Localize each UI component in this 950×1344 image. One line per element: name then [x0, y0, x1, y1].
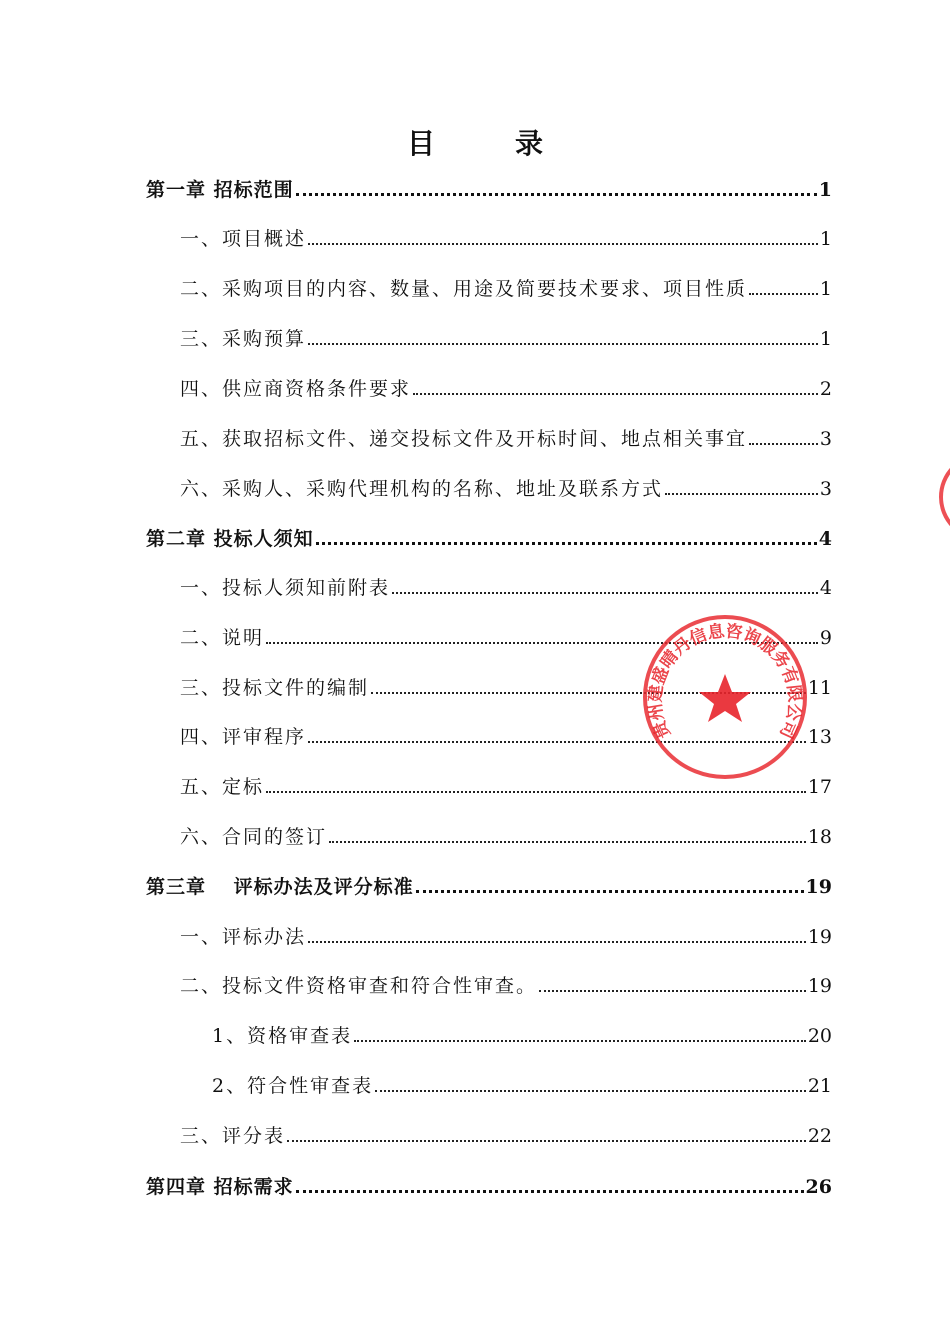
partial-seal-edge [938, 452, 950, 542]
seal-text: 贵州建盛晴丹信息咨询服务有限公司 [645, 621, 805, 742]
toc-entry-page: 18 [807, 826, 832, 848]
toc-entry[interactable] [212, 1071, 832, 1101]
toc-entry-page: 3 [819, 478, 832, 500]
toc-entry-page: 1 [819, 228, 832, 250]
toc-entry[interactable] [146, 175, 832, 205]
toc-entry-label: 四、供应商资格条件要求 [180, 378, 412, 400]
toc-entry-label: 五、定标 [180, 776, 265, 798]
toc-entry[interactable] [180, 324, 832, 354]
toc-leader [749, 443, 818, 445]
toc-entry-label: 第三章 评标办法及评分标准 [146, 876, 414, 898]
toc-entry[interactable] [180, 224, 832, 254]
toc-leader [375, 1090, 806, 1092]
toc-entry-page: 26 [805, 1176, 832, 1198]
toc-entry-label: 五、获取招标文件、递交投标文件及开标时间、地点相关事宜 [180, 428, 748, 450]
toc-entry[interactable] [180, 971, 832, 1001]
toc-entry[interactable] [146, 872, 832, 902]
page-title: 目 录 [406, 127, 569, 160]
toc-entry-page: 3 [819, 428, 832, 450]
toc-leader [316, 542, 817, 545]
toc-entry-label: 二、采购项目的内容、数量、用途及简要技术要求、项目性质 [180, 278, 748, 300]
toc-entry-label: 六、采购人、采购代理机构的名称、地址及联系方式 [180, 478, 664, 500]
company-seal [640, 612, 810, 782]
toc-leader [308, 243, 818, 245]
toc-leader [354, 1040, 806, 1042]
toc-entry[interactable] [180, 474, 832, 504]
toc-entry-label: 三、评分表 [180, 1125, 286, 1147]
toc-entry[interactable] [180, 822, 832, 852]
toc-leader [308, 343, 818, 345]
toc-entry-page: 21 [807, 1075, 832, 1097]
toc-entry[interactable] [146, 524, 832, 554]
toc-entry-label: 四、评审程序 [180, 726, 307, 748]
toc-entry-page: 19 [805, 876, 832, 898]
toc-leader [329, 841, 806, 843]
toc-entry-page: 4 [818, 528, 832, 550]
toc-entry-label: 第二章 投标人须知 [146, 528, 314, 550]
toc-entry-page: 1 [818, 179, 832, 201]
toc-leader [749, 293, 818, 295]
toc-entry-page: 1 [819, 278, 832, 300]
toc-entry[interactable] [180, 424, 832, 454]
toc-leader [296, 1190, 804, 1193]
toc-entry-page: 13 [807, 726, 832, 748]
toc-leader [287, 1140, 806, 1142]
toc-entry-page: 1 [819, 328, 832, 350]
toc-entry[interactable] [180, 573, 832, 603]
toc-entry-label: 一、评标办法 [180, 926, 307, 948]
toc-entry-label: 二、说明 [180, 627, 265, 649]
toc-entry[interactable] [180, 374, 832, 404]
toc-entry[interactable] [146, 1172, 832, 1202]
toc-entry-page: 11 [807, 677, 832, 699]
toc-entry-page: 9 [819, 627, 832, 649]
toc-leader [266, 791, 806, 793]
toc-leader [416, 890, 804, 893]
toc-entry-label: 第一章 招标范围 [146, 179, 294, 201]
toc-entry-page: 20 [807, 1025, 832, 1047]
toc-entry-label: 1、资格审查表 [212, 1025, 353, 1047]
toc-entry-page: 4 [819, 577, 832, 599]
toc-entry[interactable] [180, 1121, 832, 1151]
toc-entry[interactable] [180, 274, 832, 304]
toc-entry-label: 三、采购预算 [180, 328, 307, 350]
toc-leader [665, 493, 818, 495]
toc-entry[interactable] [180, 922, 832, 952]
toc-leader [413, 393, 818, 395]
toc-leader [539, 990, 806, 992]
star-icon [699, 674, 751, 722]
toc-entry-page: 2 [819, 378, 832, 400]
toc-entry-label: 一、投标人须知前附表 [180, 577, 391, 599]
toc-entry-label: 六、合同的签订 [180, 826, 328, 848]
toc-entry-page: 22 [807, 1125, 832, 1147]
toc-entry-label: 二、投标文件资格审查和符合性审查。 [180, 975, 538, 997]
toc-entry-label: 一、项目概述 [180, 228, 307, 250]
toc-entry-label: 2、符合性审查表 [212, 1075, 374, 1097]
toc-entry-label: 三、投标文件的编制 [180, 677, 370, 699]
toc-leader [296, 193, 817, 196]
toc-entry-page: 17 [807, 776, 832, 798]
toc-entry[interactable] [212, 1021, 832, 1051]
toc-entry-label: 第四章 招标需求 [146, 1176, 294, 1198]
toc-entry-page: 19 [807, 975, 832, 997]
toc-leader [308, 941, 806, 943]
toc-entry-page: 19 [807, 926, 832, 948]
toc-leader [392, 592, 818, 594]
